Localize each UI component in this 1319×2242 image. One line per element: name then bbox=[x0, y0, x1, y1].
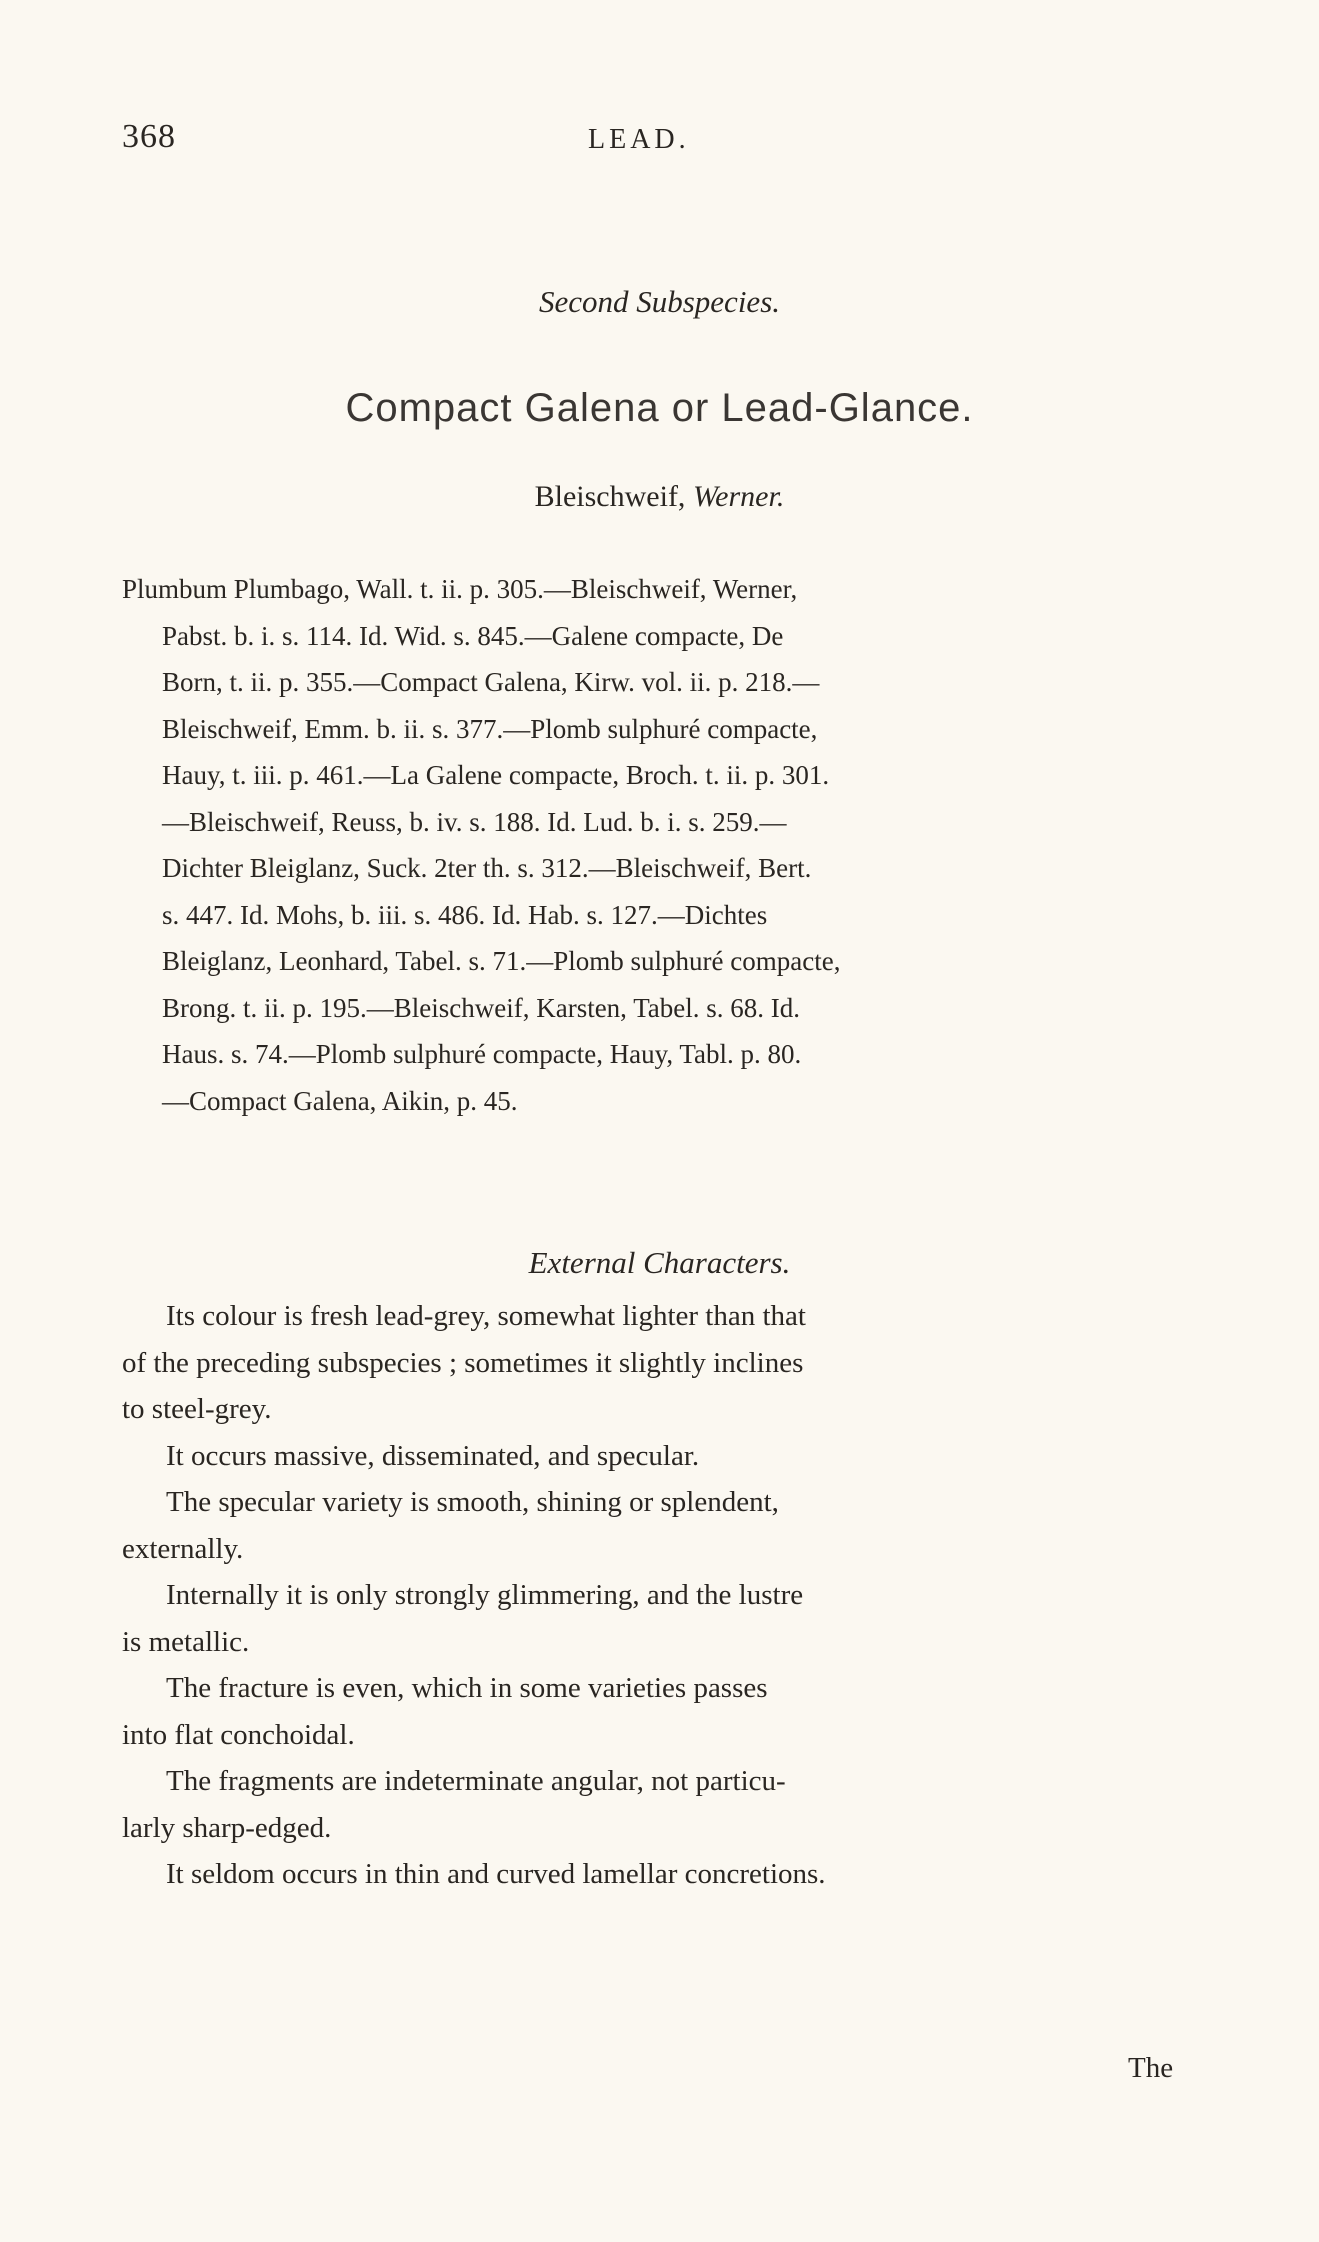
page-number: 368 bbox=[122, 118, 176, 155]
section-title: Compact Galena or Lead-Glance. bbox=[345, 386, 974, 430]
subspecies-heading: Second Subspecies. bbox=[538, 284, 781, 319]
catchword: The bbox=[1128, 2052, 1174, 2084]
paragraph-line: is metallic. bbox=[122, 1625, 250, 1658]
paragraph-line: Its colour is fresh lead-grey, somewhat lighter than that bbox=[166, 1300, 806, 1332]
synonymy-block bbox=[122, 566, 1182, 1124]
external-characters-text bbox=[122, 1293, 1192, 1898]
german-name bbox=[0, 480, 1319, 514]
synonymy-line: Bleischweif, Emm. b. ii. s. 377.—Plomb sulphuré compacte, bbox=[162, 713, 818, 744]
synonymy-line: Dichter Bleiglanz, Suck. 2ter th. s. 312.—Bleischweif, Bert. bbox=[162, 853, 812, 883]
synonymy-line: Hauy, t. iii. p. 461.—La Galene compacte, Broch. t. ii. p. 301. bbox=[162, 760, 830, 790]
paragraph-line: of the preceding subspecies ; sometimes it slightly inclines bbox=[122, 1346, 804, 1379]
german-name-text: Bleischweif, bbox=[534, 480, 686, 513]
paragraph-line: The fracture is even, which in some varieties passes bbox=[166, 1672, 768, 1704]
synonymy-line: Pabst. b. i. s. 114. Id. Wid. s. 845.—Galene compacte, De bbox=[162, 620, 784, 651]
running-head: LEAD. bbox=[588, 124, 690, 155]
synonymy-line: Bleiglanz, Leonhard, Tabel. s. 71.—Plomb sulphuré compacte, bbox=[162, 946, 841, 976]
synonymy-line: —Compact Galena, Aikin, p. 45. bbox=[162, 1085, 518, 1116]
synonymy-line: Brong. t. ii. p. 195.—Bleischweif, Karsten, Tabel. s. 68. Id. bbox=[162, 992, 801, 1023]
synonymy-line: Born, t. ii. p. 355.—Compact Galena, Kirw. vol. ii. p. 218.— bbox=[162, 667, 820, 697]
paragraph-line: The specular variety is smooth, shining or splendent, bbox=[166, 1486, 779, 1518]
paragraph-line: It occurs massive, disseminated, and specular. bbox=[166, 1439, 700, 1472]
paragraph-line: to steel-grey. bbox=[122, 1393, 272, 1425]
paragraph-line: into flat conchoidal. bbox=[122, 1718, 355, 1751]
synonymy-line: s. 447. Id. Mohs, b. iii. s. 486. Id. Hab. s. 127.—Dichtes bbox=[162, 899, 768, 930]
synonymy-line: Plumbum Plumbago, Wall. t. ii. p. 305.—Bleischweif, Werner, bbox=[122, 574, 798, 604]
synonymy-line: Haus. s. 74.—Plomb sulphuré compacte, Hauy, Tabl. p. 80. bbox=[162, 1039, 802, 1069]
paragraph-line: It seldom occurs in thin and curved lamellar concretions. bbox=[166, 1858, 826, 1890]
paragraph-line: The fragments are indeterminate angular, not particu- bbox=[166, 1765, 786, 1797]
paragraph-line: larly sharp-edged. bbox=[122, 1811, 332, 1844]
synonymy-line: —Bleischweif, Reuss, b. iv. s. 188. Id. Lud. b. i. s. 259.— bbox=[162, 806, 787, 837]
german-name-author: Werner. bbox=[692, 480, 785, 513]
paragraph-line: Internally it is only strongly glimmering, and the lustre bbox=[166, 1579, 804, 1611]
paragraph-line: externally. bbox=[122, 1532, 244, 1565]
external-characters-heading: External Characters. bbox=[528, 1245, 791, 1280]
